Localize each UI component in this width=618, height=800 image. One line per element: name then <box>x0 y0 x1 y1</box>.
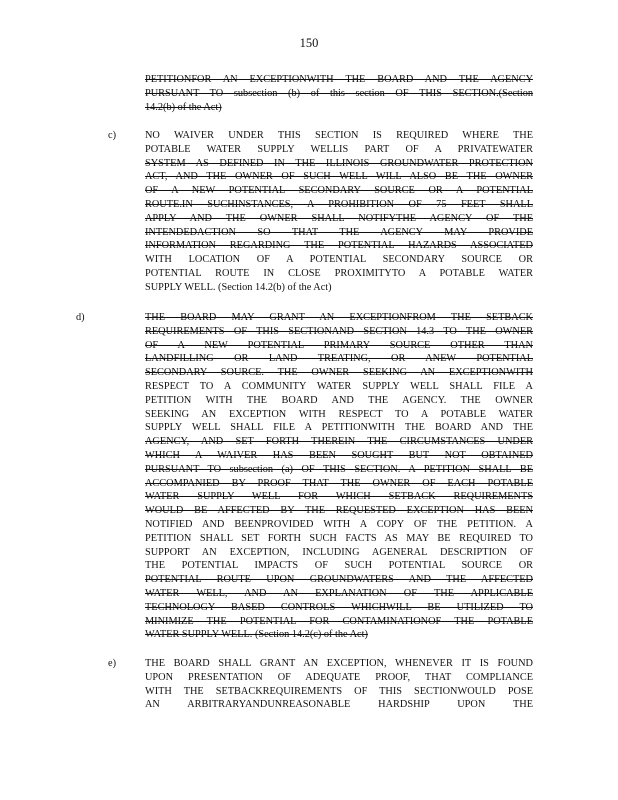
page-number: 150 <box>299 36 319 50</box>
text-line: PETITION WITH THE BOARD AND THE AGENCY. THE OWNER <box>145 394 533 406</box>
text-line: SUPPLY WELL. (Section 14.2(b) of the Act) <box>145 281 332 293</box>
text-line: THE POTENTIAL IMPACTS OF SUCH POTENTIAL SOURCE OR <box>145 560 533 572</box>
text-line: 14.2(b) of the Act) <box>145 101 222 113</box>
text-line: PURSUANT TO subsection (b) of this section OF THIS SECTION.(Section <box>145 87 533 99</box>
text-line: WHICH A WAIVER HAS BEEN SOUGHT BUT NOT OBTAINED <box>145 449 533 461</box>
text-line: INFORMATION REGARDING THE POTENTIAL HAZARDS ASSOCIATED <box>145 240 533 252</box>
text-line: SUPPORT AN EXCEPTION, INCLUDING AGENERAL DESCRIPTION OF <box>145 546 533 558</box>
text-line: APPLY AND THE OWNER SHALL NOTIFYTHE AGENCY OF THE <box>145 212 533 224</box>
paragraph-d <box>145 311 533 642</box>
text-line: OF A NEW POTENTIAL SECONDARY SOURCE OR A POTENTIAL <box>145 185 533 197</box>
text-line: AN ARBITRARYANDUNREASONABLE HARDSHIP UPON THE <box>145 699 533 711</box>
text-line: NO WAIVER UNDER THIS SECTION IS REQUIRED WHERE THE <box>145 130 533 141</box>
text-line: MINIMIZE THE POTENTIAL FOR CONTAMINATIONOF THE POTABLE <box>145 615 533 627</box>
text-line: UPON PRESENTATION OF ADEQUATE PROOF, THAT COMPLIANCE <box>145 671 533 683</box>
text-line: RESPECT TO A COMMUNITY WATER SUPPLY WELL SHALL FILE A <box>145 380 533 392</box>
text-line: INTENDEDACTION SO THAT THE AGENCY MAY PROVIDE <box>145 226 533 238</box>
paragraph-e <box>145 657 533 712</box>
text-line: NOTIFIED AND BEENPROVIDED WITH A COPY OF THE PETITION. A <box>145 518 533 530</box>
text-line: LANDFILLING OR LAND TREATING, OR ANEW POTENTIAL <box>145 353 533 365</box>
text-line: WATER SUPPLY WELL. (Section 14.2(c) of the Act) <box>145 629 368 641</box>
item-label-e: e) <box>108 658 116 669</box>
text-line: POTENTIAL ROUTE UPON GROUNDWATERS AND THE AFFECTED <box>145 574 533 586</box>
text-line: SECONDARY SOURCE. THE OWNER SEEKING AN EXCEPTIONWITH <box>145 367 533 379</box>
text-line: TECHNOLOGY BASED CONTROLS WHICHWILL BE UTILIZED TO <box>145 601 533 613</box>
text-line: POTENTIAL ROUTE IN CLOSE PROXIMITYTO A POTABLE WATER <box>145 267 533 279</box>
intro-paragraph <box>145 73 533 114</box>
paragraph-c <box>145 129 533 295</box>
text-line: WITH THE SETBACKREQUIREMENTS OF THIS SECTIONWOULD POSE <box>145 685 533 697</box>
item-label-d: d) <box>76 312 85 323</box>
text-line: REQUIREMENTS OF THIS SECTIONAND SECTION 14.3 TO THE OWNER <box>145 325 533 337</box>
text-line: WOULD BE AFFECTED BY THE REQUESTED EXCEPTION HAS BEEN <box>145 505 533 517</box>
text-line: THE BOARD SHALL GRANT AN EXCEPTION, WHENEVER IT IS FOUND <box>145 658 533 669</box>
text-line: WITH LOCATION OF A POTENTIAL SECONDARY SOURCE OR <box>145 254 533 266</box>
text-line: WATER WELL, AND AN EXPLANATION OF THE APPLICABLE <box>145 587 533 599</box>
text-line: SEEKING AN EXCEPTION WITH RESPECT TO A POTABLE WATER <box>145 408 533 420</box>
text-line: ACCOMPANIED BY PROOF THAT THE OWNER OF EACH POTABLE <box>145 477 533 489</box>
text-line: PETITION SHALL SET FORTH SUCH FACTS AS MAY BE REQUIRED TO <box>145 532 533 544</box>
text-line: PETITIONFOR AN EXCEPTIONWITH THE BOARD AND THE AGENCY <box>145 74 533 85</box>
text-line: AGENCY, AND SET FORTH THEREIN THE CIRCUMSTANCES UNDER <box>145 436 533 448</box>
text-line: THE BOARD MAY GRANT AN EXCEPTIONFROM THE SETBACK <box>145 312 533 323</box>
item-label-c: c) <box>108 130 116 141</box>
text-line: POTABLE WATER SUPPLY WELLIS PART OF A PRIVATEWATER <box>145 143 533 155</box>
text-line: WATER SUPPLY WELL FOR WHICH SETBACK REQUIREMENTS <box>145 491 533 503</box>
text-line: SYSTEM AS DEFINED IN THE ILLINOIS GROUNDWATER PROTECTION <box>145 157 533 169</box>
text-line: OF A NEW POTENTIAL PRIMARY SOURCE OTHER THAN <box>145 339 533 351</box>
text-line: ROUTE.IN SUCHINSTANCES, A PROHIBITION OF 75 FEET SHALL <box>145 198 533 210</box>
text-line: ACT, AND THE OWNER OF SUCH WELL WILL ALSO BE THE OWNER <box>145 171 533 183</box>
text-line: PURSUANT TO subsection (a) OF THIS SECTION. A PETITION SHALL BE <box>145 463 533 475</box>
text-line: SUPPLY WELL SHALL FILE A PETITIONWITH THE BOARD AND THE <box>145 422 533 434</box>
